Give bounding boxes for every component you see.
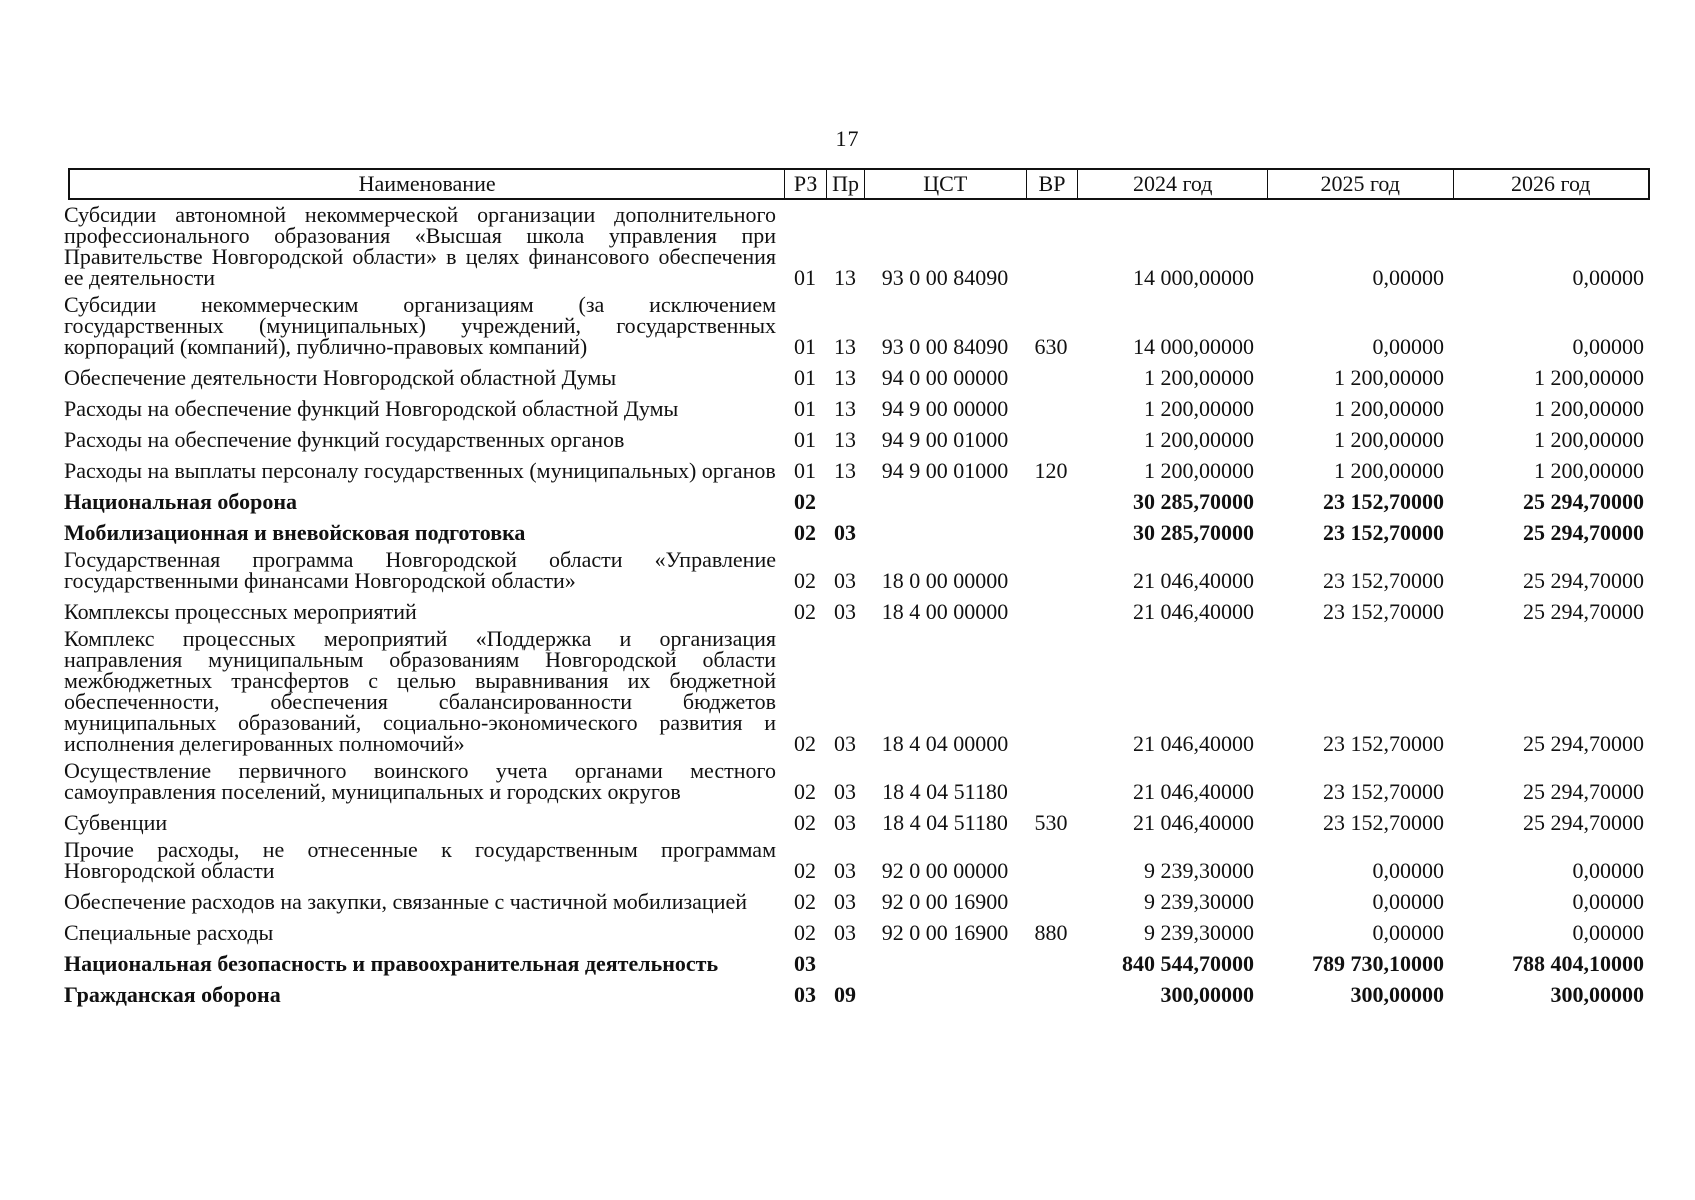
row-rz: 01: [794, 396, 816, 421]
row-cst: [864, 508, 1026, 512]
row-2024: 1 200,00000: [1144, 458, 1254, 483]
row-2026: 1 200,00000: [1534, 458, 1644, 483]
row-name: Государственная программа Новгородской области «Управление государственными финансами Новгородской области»: [64, 547, 776, 593]
row-name: Расходы на обеспечение функций Новгородской областной Думы: [64, 396, 679, 421]
row-2025: 0,00000: [1372, 920, 1444, 945]
row-2026: 1 200,00000: [1534, 427, 1644, 452]
row-pr: 03: [834, 599, 856, 624]
row-2026: 300,00000: [1550, 982, 1644, 1007]
table-header: [68, 168, 1650, 200]
table-row: [64, 363, 1654, 388]
row-2025: 23 152,70000: [1323, 810, 1444, 835]
table-body: [64, 204, 1654, 1011]
row-2025: 23 152,70000: [1323, 489, 1444, 514]
row-2026: 25 294,70000: [1523, 779, 1644, 804]
row-rz: 01: [794, 365, 816, 390]
row-name: Обеспечение расходов на закупки, связанные с частичной мобилизацией: [64, 889, 748, 914]
row-name: Гражданская оборона: [64, 982, 281, 1007]
row-cst: 18 4 04 51180: [882, 779, 1008, 804]
row-2025: 1 200,00000: [1334, 396, 1444, 421]
row-name: Субвенции: [64, 810, 168, 835]
row-vr: [1026, 539, 1076, 543]
row-2025: 1 200,00000: [1334, 365, 1444, 390]
table-row: [64, 597, 1654, 622]
row-name: Специальные расходы: [64, 920, 274, 945]
row-2024: 21 046,40000: [1133, 568, 1254, 593]
row-vr: [1026, 877, 1076, 881]
row-rz: 02: [794, 810, 816, 835]
row-rz: 02: [794, 599, 816, 624]
row-2024: 840 544,70000: [1122, 951, 1254, 976]
row-pr: 03: [834, 520, 856, 545]
table-row: [64, 425, 1654, 450]
row-vr: [1026, 798, 1076, 802]
row-2026: 25 294,70000: [1523, 599, 1644, 624]
row-pr: 13: [834, 365, 856, 390]
row-cst: 94 9 00 01000: [881, 458, 1009, 483]
row-2025: 0,00000: [1372, 889, 1444, 914]
table-row: [64, 949, 1654, 974]
header-cst: ЦСТ: [865, 170, 1027, 198]
row-rz: 02: [794, 779, 816, 804]
row-name: Комплексы процессных мероприятий: [64, 599, 417, 624]
table-row: [64, 549, 1654, 591]
table-row: [64, 918, 1654, 943]
row-rz: 01: [794, 458, 816, 483]
row-vr: 630: [1034, 334, 1068, 359]
row-vr: [1026, 508, 1076, 512]
header-name: Наименование: [70, 170, 785, 198]
row-cst: 92 0 00 16900: [881, 920, 1009, 945]
table-row: [64, 980, 1654, 1005]
table-row: [64, 887, 1654, 912]
table-row: [64, 456, 1654, 481]
header-2026: 2026 год: [1510, 171, 1591, 196]
row-cst: [864, 539, 1026, 543]
row-pr: 09: [834, 982, 856, 1007]
row-pr: 03: [834, 568, 856, 593]
row-vr: [1026, 587, 1076, 591]
row-2025: 23 152,70000: [1323, 779, 1444, 804]
row-pr: 13: [834, 334, 856, 359]
row-2024: 30 285,70000: [1133, 520, 1254, 545]
row-2024: 21 046,40000: [1133, 599, 1254, 624]
row-vr: [1026, 284, 1076, 288]
row-name: Осуществление первичного воинского учета органами местного самоуправления поселений, муниципальных и городских округов: [64, 758, 776, 804]
row-rz: 02: [794, 920, 816, 945]
row-pr: [826, 508, 864, 512]
row-pr: 13: [834, 458, 856, 483]
table-row: [64, 204, 1654, 288]
row-cst: 18 0 00 00000: [881, 568, 1009, 593]
row-2024: 21 046,40000: [1133, 779, 1254, 804]
row-name: Национальная оборона: [64, 489, 298, 514]
row-cst: 18 4 00 00000: [881, 599, 1009, 624]
table-row: [64, 487, 1654, 512]
row-2026: 0,00000: [1572, 265, 1644, 290]
row-rz: 02: [794, 889, 816, 914]
row-name: Расходы на обеспечение функций государственных органов: [64, 427, 625, 452]
row-2024: 9 239,30000: [1144, 889, 1254, 914]
row-2026: 25 294,70000: [1523, 568, 1644, 593]
row-rz: 02: [794, 731, 816, 756]
row-cst: [864, 970, 1026, 974]
row-rz: 02: [794, 489, 816, 514]
row-vr: [1026, 1001, 1076, 1005]
row-name: Расходы на выплаты персоналу государственных (муниципальных) органов: [64, 458, 776, 483]
table-row: [64, 808, 1654, 833]
row-vr: [1026, 908, 1076, 912]
row-2026: 788 404,10000: [1512, 951, 1644, 976]
table-row: [64, 518, 1654, 543]
row-vr: [1026, 446, 1076, 450]
row-2026: 0,00000: [1572, 889, 1644, 914]
row-2024: 1 200,00000: [1144, 396, 1254, 421]
row-pr: [826, 970, 864, 974]
row-cst: 94 9 00 00000: [881, 396, 1009, 421]
row-name: Субсидии автономной некоммерческой организации дополнительного профессионального образования «Высшая школа управления при Правительстве Новгородской области» в целях финансового обеспечения ее деятельности: [64, 202, 776, 290]
row-cst: 92 0 00 16900: [881, 889, 1009, 914]
row-pr: 03: [834, 810, 856, 835]
row-pr: 03: [834, 731, 856, 756]
row-cst: 92 0 00 00000: [881, 858, 1009, 883]
row-vr: 120: [1034, 458, 1068, 483]
table-row: [64, 760, 1654, 802]
row-2025: 23 152,70000: [1323, 520, 1444, 545]
row-cst: [864, 1001, 1026, 1005]
row-2026: 0,00000: [1572, 334, 1644, 359]
row-2025: 789 730,10000: [1312, 951, 1444, 976]
row-vr: 530: [1034, 810, 1068, 835]
row-2024: 14 000,00000: [1133, 265, 1254, 290]
row-cst: 94 9 00 01000: [881, 427, 1009, 452]
row-2025: 0,00000: [1372, 858, 1444, 883]
row-2024: 21 046,40000: [1133, 731, 1254, 756]
row-2024: 1 200,00000: [1144, 427, 1254, 452]
row-2024: 21 046,40000: [1133, 810, 1254, 835]
row-2026: 25 294,70000: [1523, 731, 1644, 756]
row-pr: 13: [834, 265, 856, 290]
table-row: [64, 839, 1654, 881]
row-2024: 9 239,30000: [1144, 858, 1254, 883]
row-rz: 02: [794, 858, 816, 883]
row-name: Субсидии некоммерческим организациям (за исключением государственных (муниципальных) учреждений, государственных корпораций (компаний), публично-правовых компаний): [64, 292, 776, 359]
row-rz: 01: [794, 334, 816, 359]
row-2026: 25 294,70000: [1523, 489, 1644, 514]
header-pr: Пр: [827, 170, 865, 198]
row-vr: [1026, 750, 1076, 754]
table-row: [64, 628, 1654, 754]
row-2026: 0,00000: [1572, 920, 1644, 945]
row-2024: 300,00000: [1160, 982, 1254, 1007]
row-cst: 94 0 00 00000: [881, 365, 1009, 390]
row-name: Обеспечение деятельности Новгородской областной Думы: [64, 365, 617, 390]
row-2026: 1 200,00000: [1534, 365, 1644, 390]
row-2025: 1 200,00000: [1334, 458, 1444, 483]
row-2026: 1 200,00000: [1534, 396, 1644, 421]
row-rz: 01: [794, 265, 816, 290]
row-name: Национальная безопасность и правоохранительная деятельность: [64, 951, 719, 976]
row-2025: 1 200,00000: [1334, 427, 1444, 452]
row-2024: 30 285,70000: [1133, 489, 1254, 514]
row-name: Прочие расходы, не отнесенные к государственным программам Новгородской области: [64, 837, 776, 883]
row-rz: 03: [794, 951, 816, 976]
row-rz: 03: [794, 982, 816, 1007]
table-row: [64, 394, 1654, 419]
row-2025: 23 152,70000: [1323, 568, 1444, 593]
row-cst: 18 4 04 00000: [881, 731, 1009, 756]
row-2025: 23 152,70000: [1323, 731, 1444, 756]
header-rz: РЗ: [785, 170, 827, 198]
row-name: Комплекс процессных мероприятий «Поддержка и организация направления муниципальным образованиям Новгородской области межбюджетных трансфертов с целью выравнивания их бюджетной обеспеченности, обеспечения сбалансированности бюджетов муниципальных образований, социально-экономического развития и исполнения делегированных полномочий»: [64, 626, 776, 756]
row-2025: 0,00000: [1372, 334, 1444, 359]
row-2025: 23 152,70000: [1323, 599, 1444, 624]
row-vr: [1026, 618, 1076, 622]
header-2025: 2025 год: [1268, 170, 1454, 198]
row-2026: 25 294,70000: [1523, 810, 1644, 835]
row-pr: 13: [834, 427, 856, 452]
row-2025: 300,00000: [1350, 982, 1444, 1007]
row-rz: 02: [794, 568, 816, 593]
row-vr: [1026, 970, 1076, 974]
row-vr: [1026, 415, 1076, 419]
row-name: Мобилизационная и вневойсковая подготовка: [64, 520, 526, 545]
row-2024: 9 239,30000: [1144, 920, 1254, 945]
row-cst: 18 4 04 51180: [882, 810, 1008, 835]
row-rz: 02: [794, 520, 816, 545]
row-2024: 14 000,00000: [1133, 334, 1254, 359]
row-pr: 03: [834, 889, 856, 914]
row-rz: 01: [794, 427, 816, 452]
row-pr: 03: [834, 920, 856, 945]
row-pr: 13: [834, 396, 856, 421]
row-2025: 0,00000: [1372, 265, 1444, 290]
row-vr: 880: [1034, 920, 1068, 945]
row-pr: 03: [834, 858, 856, 883]
row-2024: 1 200,00000: [1144, 365, 1254, 390]
header-vr: ВР: [1027, 170, 1079, 198]
header-2024: 2024 год: [1078, 170, 1268, 198]
row-pr: 03: [834, 779, 856, 804]
row-cst: 93 0 00 84090: [881, 334, 1009, 359]
row-cst: 93 0 00 84090: [881, 265, 1009, 290]
row-2026: 25 294,70000: [1523, 520, 1644, 545]
table-row: [64, 294, 1654, 357]
row-2026: 0,00000: [1572, 858, 1644, 883]
row-vr: [1026, 384, 1076, 388]
page-number: 17: [835, 126, 860, 151]
